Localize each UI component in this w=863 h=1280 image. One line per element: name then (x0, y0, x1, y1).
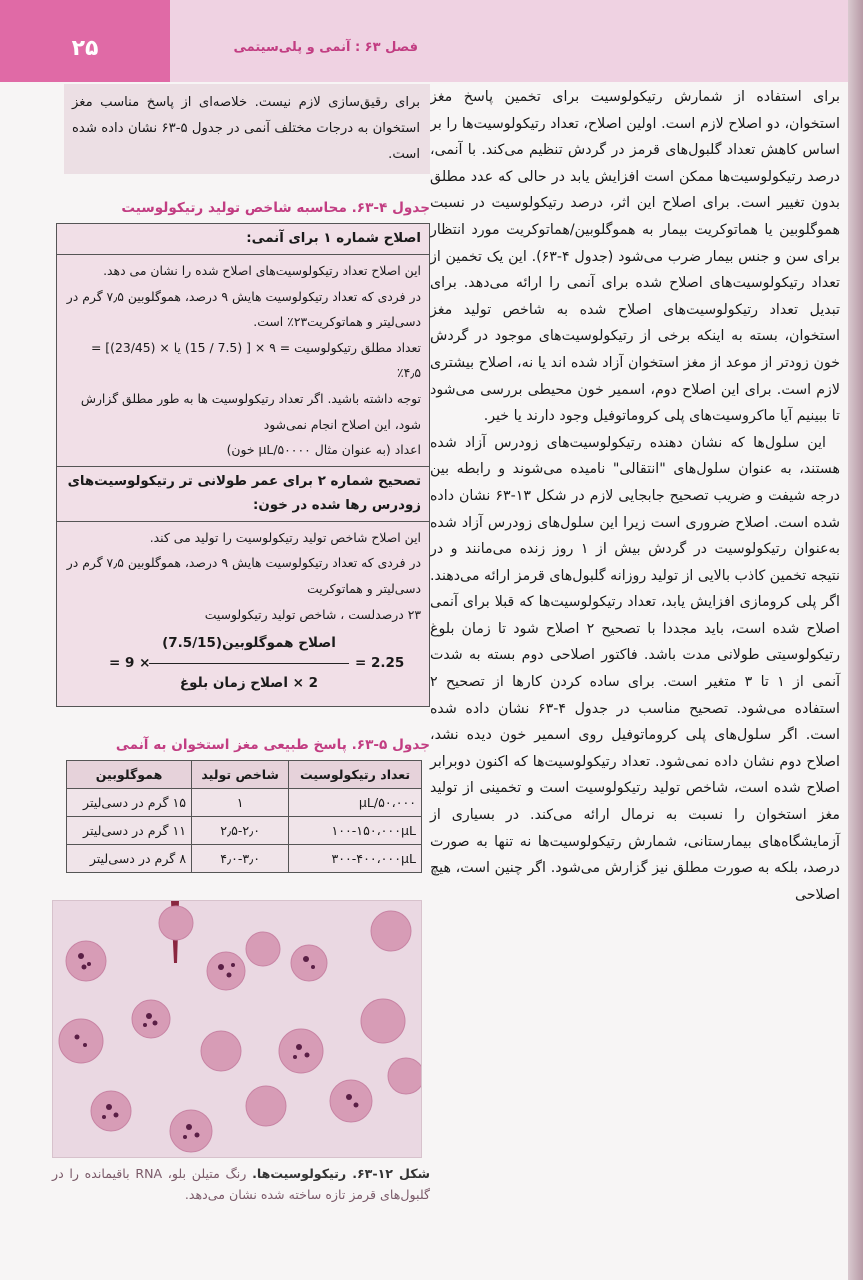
table4-line: ۲۳ درصدلست ، شاخص تولید رتیکولوسیت (204, 606, 421, 622)
table-header-row (67, 761, 422, 789)
table-cell: ۱۱ گرم در دسی‌لیتر (67, 817, 192, 845)
table4-section2-heading: تصحیح شماره ۲ برای عمر طولانی تر رتیکولوسیت‌های زودرس رها شده در خون: (57, 466, 429, 522)
figure-caption-text: رنگ متیلن بلو، RNA باقیمانده را در گلبول‌های قرمز تازه ساخته شده نشان می‌دهد. (52, 1166, 430, 1203)
formula-result: = 2.25 (355, 655, 405, 672)
table-row (67, 845, 422, 873)
micrograph-image (52, 901, 421, 1158)
table4-section2-body (57, 522, 429, 706)
table-cell: ۸ گرم در دسی‌لیتر (67, 845, 192, 873)
table-cell: ۱ (192, 789, 289, 817)
table5 (66, 760, 422, 873)
note-box: برای رقیق‌سازی لازم نیست. خلاصه‌ای از پاسخ مناسب مغز استخوان به درجات مختلف آنمی در جدول ۵-۶۳ نشان داده شده است. (64, 84, 430, 174)
table-row (67, 817, 422, 845)
table-cell: ۵۰،۰۰۰/µL (289, 789, 422, 817)
page-number-box (0, 0, 170, 82)
table-row (67, 789, 422, 817)
table4-line: اعداد (به عنوان مثال µL/۵۰۰۰۰ خون) (226, 442, 421, 458)
paragraph: این سلول‌ها که نشان دهنده رتیکولوسیت‌های زودرس آزاد شده هستند، به عنوان سلول‌های "انتقالی" نامیده می‌شوند و رابطه بین درجه شیفت و ضریب تصحیح جابجایی لازم در شکل ۱۳-۶۳ نشان داده شده است. اصلاح ضروری است زیرا این سلول‌های زودرس آزاد شده به‌عنوان رتیکولوسیت در گردش بیش از ۱ روز زنده می‌مانند و در نتیجه تخمین کاذب بالایی از تولید روزانه گلبول‌های قرمز ارائه می‌دهند. اگر پلی کرومازی افزایش یابد، تعداد رتیکولوسیت‌ها که قبلا برای آنمی اصلاح شده است، باید مجددا با تصحیح ۲ اصلاح شود تا زمان بلوغ رتیکولوسیتی طولانی مدت باشد. فاکتور اصلاحی دوم بسته به شدت آنمی از ۱ تا ۳ متغیر است. برای ساده کردن کارها از تصحیح ۲ استفاده می‌شود. تصحیح مناسب در جدول ۴-۶۳ نشان داده شده است. اگر سلول‌های پلی کروماتوفیل روی اسمیر خون دیده نشد، اصلاح دوم نشان داده نمی‌شود. تعداد رتیکولوسیت‌ها که اکنون دوبرابر اصلاح شده است، شاخص تولید رتیکولوسیت است و تخمینی از تولید مغز استخوان را نسبت به نرمال ارائه می‌کند. در بسیاری از آزمایشگاه‌های بیمارستانی، شمارش رتیکولوسیت‌ها نه تنها به صورت درصد، بلکه به صورت مطلق نیز گزارش می‌شود. اگر چنین است، هیچ اصلاحی (430, 434, 841, 903)
formula (65, 631, 421, 703)
side-column (52, 84, 430, 1205)
table-cell: ۳۰۰-۴۰۰،۰۰۰µL (289, 845, 422, 873)
figure-caption (52, 1163, 430, 1205)
formula-fraction (149, 631, 349, 696)
figure-caption-label: شکل ۱۲-۶۳. رتیکولوسیت‌ها. (252, 1166, 430, 1182)
table4-section1-body (57, 255, 429, 466)
table5-title: جدول ۵-۶۳. پاسخ طبیعی مغز استخوان به آنمی (115, 737, 430, 754)
table-cell: ۲٫۵-۲٫۰ (192, 817, 289, 845)
page-edge (848, 0, 863, 1280)
column-header: هموگلوبین (67, 761, 192, 789)
table4-box (56, 223, 430, 707)
formula-denominator: 2 × اصلاح زمان بلوغ (179, 674, 319, 691)
column-header: تعداد رتیکولوسیت (289, 761, 422, 789)
main-text-column (430, 84, 840, 908)
table-cell: ۴٫۰-۳٫۰ (192, 845, 289, 873)
table4-title: جدول ۴-۶۳. محاسبه شاخص تولید رتیکولوسیت (121, 200, 430, 216)
reticulocyte-micrograph (52, 900, 422, 1158)
table-cell: ۱۵ گرم در دسی‌لیتر (67, 789, 192, 817)
table4-line: در فردی که تعداد رتیکولوسیت هایش ۹ درصد، هموگلوبین ۷٫۵ گرم در دسی‌لیتر و هماتوکریت (66, 555, 421, 596)
column-header: شاخص تولید (192, 761, 289, 789)
table4-line: این اصلاح تعداد رتیکولوسیت‌های اصلاح شده را نشان می دهد. (103, 263, 421, 278)
table4-line: توجه داشته باشید. اگر تعداد رتیکولوسیت ها به طور مطلق گزارش شود، این اصلاح انجام نمی‌شود (80, 390, 421, 432)
table4-line: در فردی که تعداد رتیکولوسیت هایش ۹ درصد، هموگلوبین ۷٫۵ گرم در دسی‌لیتر و هماتوکریت۲۳٪ است. (66, 288, 421, 330)
table-cell: ۱۰۰-۱۵۰،۰۰۰µL (289, 817, 422, 845)
table4-line: این اصلاح شاخص تولید رتیکولوسیت را تولید می کند. (149, 529, 421, 545)
table4-line: تعداد مطلق رتیکولوسیت = ۹ × [ (7.5 / 15) یا × (23/45)] = ۴٫۵٪ (90, 339, 421, 381)
paragraph: برای استفاده از شمارش رتیکولوسیت برای تخمین پاسخ مغز استخوان، دو اصلاح لازم است. اولین اصلاح، تعداد رتیکولوسیت‌ها را بر اساس کاهش تعداد گلبول‌های قرمز در گردش تنظیم می‌کند. با آنمی، درصد رتیکولوسیت‌ها ممکن است افزایش یابد در حالی که عدد مطلق بدون تغییر است. برای اصلاح این اثر، درصد رتیکولوسیت در نسبت هموگلوبین یا هماتوکریت بیمار به هموگلوبین/هماتوکریت مورد انتظار برای سن و جنس بیمار ضرب می‌شود (جدول ۴-۶۳). این یک تخمین از تعداد رتیکولوسیت‌های اصلاح شده برای آنمی را ارائه می‌دهد. برای تبدیل تعداد رتیکولوسیت‌های اصلاح شده به شاخص تولید مغز استخوان، بسته به اینکه برخی از رتیکولوسیت‌های موجود در گردش خون زودتر از موعد از مغز استخوان آزاد شده اند یا نه، اصلاح بیشتری لازم است. برای این اصلاح دوم، اسمیر خون محیطی بررسی می‌شود تا ببینیم آیا ماکروسیت‌های پلی کروماتوفیل وجود دارند یا خیر. (430, 89, 840, 425)
formula-left: = 9 × (109, 655, 151, 672)
chapter-title: فصل ۶۳ : آنمی و پلی‌سیتمی (233, 40, 418, 55)
formula-numerator: اصلاح هموگلوبین(7.5/15) (149, 631, 349, 664)
table4-section1-heading: اصلاح شماره ۱ برای آنمی: (57, 224, 429, 255)
page-number: ۲۵ (71, 36, 99, 61)
